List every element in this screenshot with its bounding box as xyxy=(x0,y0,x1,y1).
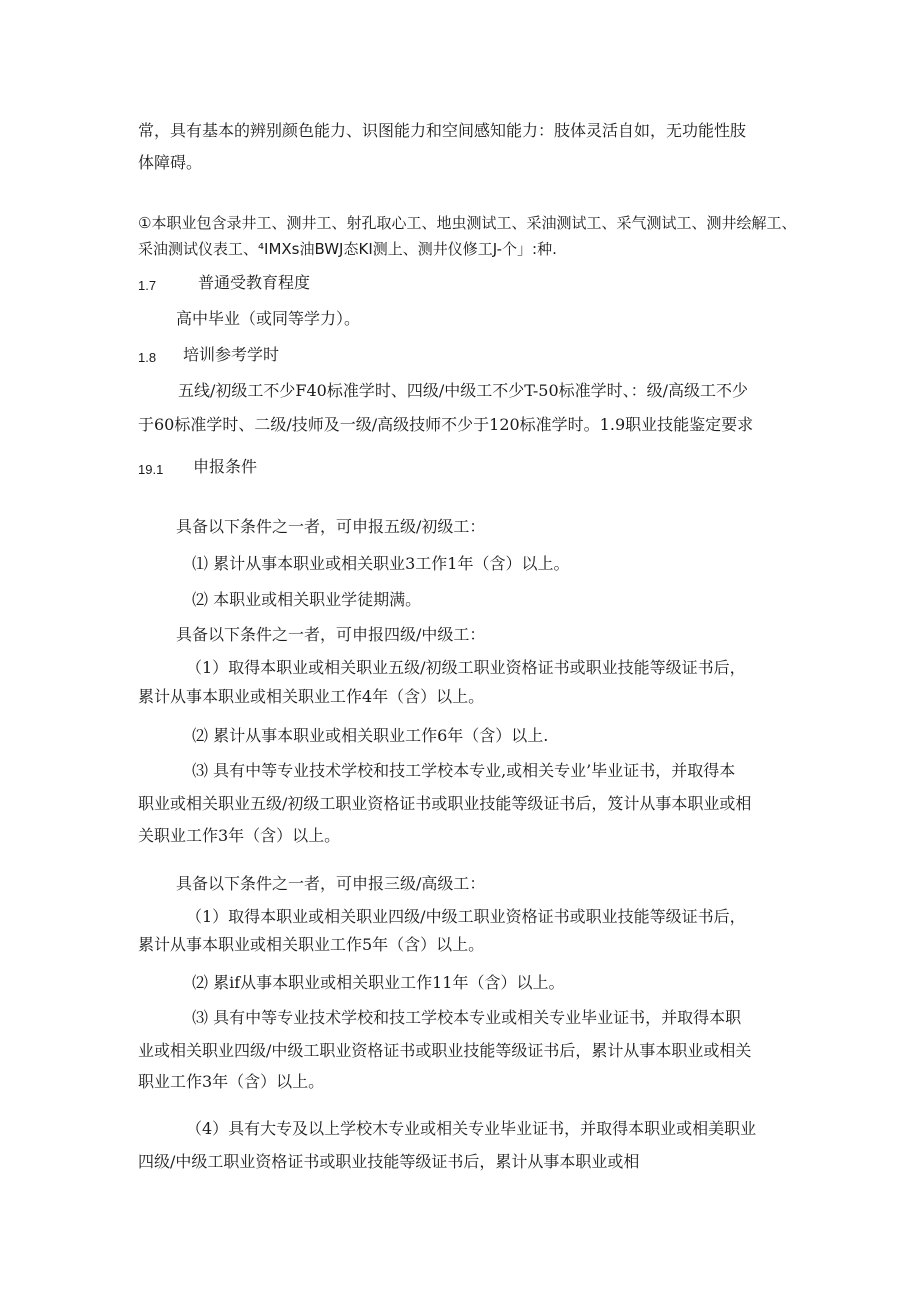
footnote-line: 采油测试仪表工、⁴IMXs油BWJ态KI测上、测井仪修工J-个」:种. xyxy=(138,240,557,258)
list-item: ⑶ 具有中等专业技术学校和技工学校本专业或相关专业毕业证书，并取得本职 xyxy=(192,1008,742,1027)
paragraph-line: 高中毕业（或同等学力）。 xyxy=(176,309,361,328)
list-item-continuation: 累计从事本职业或相关职业工作4年（含）以上。 xyxy=(138,687,485,706)
list-item: （1）取得本职业或相关职业五级/初级工职业资格证书或职业技能等级证书后， xyxy=(186,658,746,677)
list-item: （1）取得本职业或相关职业四级/中级工职业资格证书或职业技能等级证书后， xyxy=(186,907,746,926)
paragraph-line: 具备以下条件之一者，可申报三级/高级工： xyxy=(176,874,486,893)
list-item-continuation: 四级/中级工职业资格证书或职业技能等级证书后，累计从事本职业或相 xyxy=(138,1152,640,1171)
list-item: ⑴ 累计从事本职业或相关职业3工作1年（含）以上。 xyxy=(192,554,570,573)
list-item-continuation: 职业或相关职业五级/初级工职业资格证书或职业技能等级证书后，笈计从事本职业或相 xyxy=(138,794,752,813)
paragraph-line: 具备以下条件之一者，可申报四级/中级工： xyxy=(176,625,486,644)
section-number: 1.7 xyxy=(138,278,157,293)
section-title: 普通受教育程度 xyxy=(198,273,311,292)
paragraph-line: 常，具有基本的辨别颜色能力、识图能力和空间感知能力：肢体灵活自如，无功能性肢 xyxy=(138,121,747,140)
section-title: 培训参考学时 xyxy=(183,345,280,364)
list-item-continuation: 关职业工作3年（含）以上。 xyxy=(138,826,341,845)
list-item-continuation: 职业工作3年（含）以上。 xyxy=(138,1072,325,1091)
list-item: ⑶ 具有中等专业技术学校和技工学校本专业,或相关专业’毕业证书，并取得本 xyxy=(192,761,736,780)
list-item: ⑵ 累if从事本职业或相关职业工作11年（含）以上。 xyxy=(192,973,565,992)
list-item: （4）具有大专及以上学校木专业或相关专业毕业证书，并取得本职业或相美职业 xyxy=(186,1119,757,1138)
section-number: 19.1 xyxy=(138,462,164,477)
list-item-continuation: 业或相关职业四级/中级工职业资格证书或职业技能等级证书后，累计从事本职业或相关 xyxy=(138,1041,752,1060)
paragraph-line: 具备以下条件之一者，可申报五级/初级工： xyxy=(176,517,486,536)
paragraph-line: 于60标准学时、二级/技师及一级/高级技师不少于120标准学时。1.9职业技能鉴定要求 xyxy=(138,415,754,434)
footnote-line: ①本职业包含录井工、测井工、射孔取心工、地虫测试工、采油测试工、采气测试工、测井绘解工、 xyxy=(138,214,797,232)
paragraph-line: 体障碍。 xyxy=(138,153,203,172)
section-title: 申报条件 xyxy=(193,457,258,476)
list-item: ⑵ 本职业或相关职业学徒期满。 xyxy=(192,590,422,609)
section-number: 1.8 xyxy=(138,350,157,365)
list-item: ⑵ 累计从事本职业或相关职业工作6年（含）以上. xyxy=(192,726,549,745)
list-item-continuation: 累计从事本职业或相关职业工作5年（含）以上。 xyxy=(138,935,485,954)
paragraph-line: 五线/初级工不少F40标准学时、四级/中级工不少T-50标准学时、：级/高级工不少 xyxy=(178,381,749,400)
